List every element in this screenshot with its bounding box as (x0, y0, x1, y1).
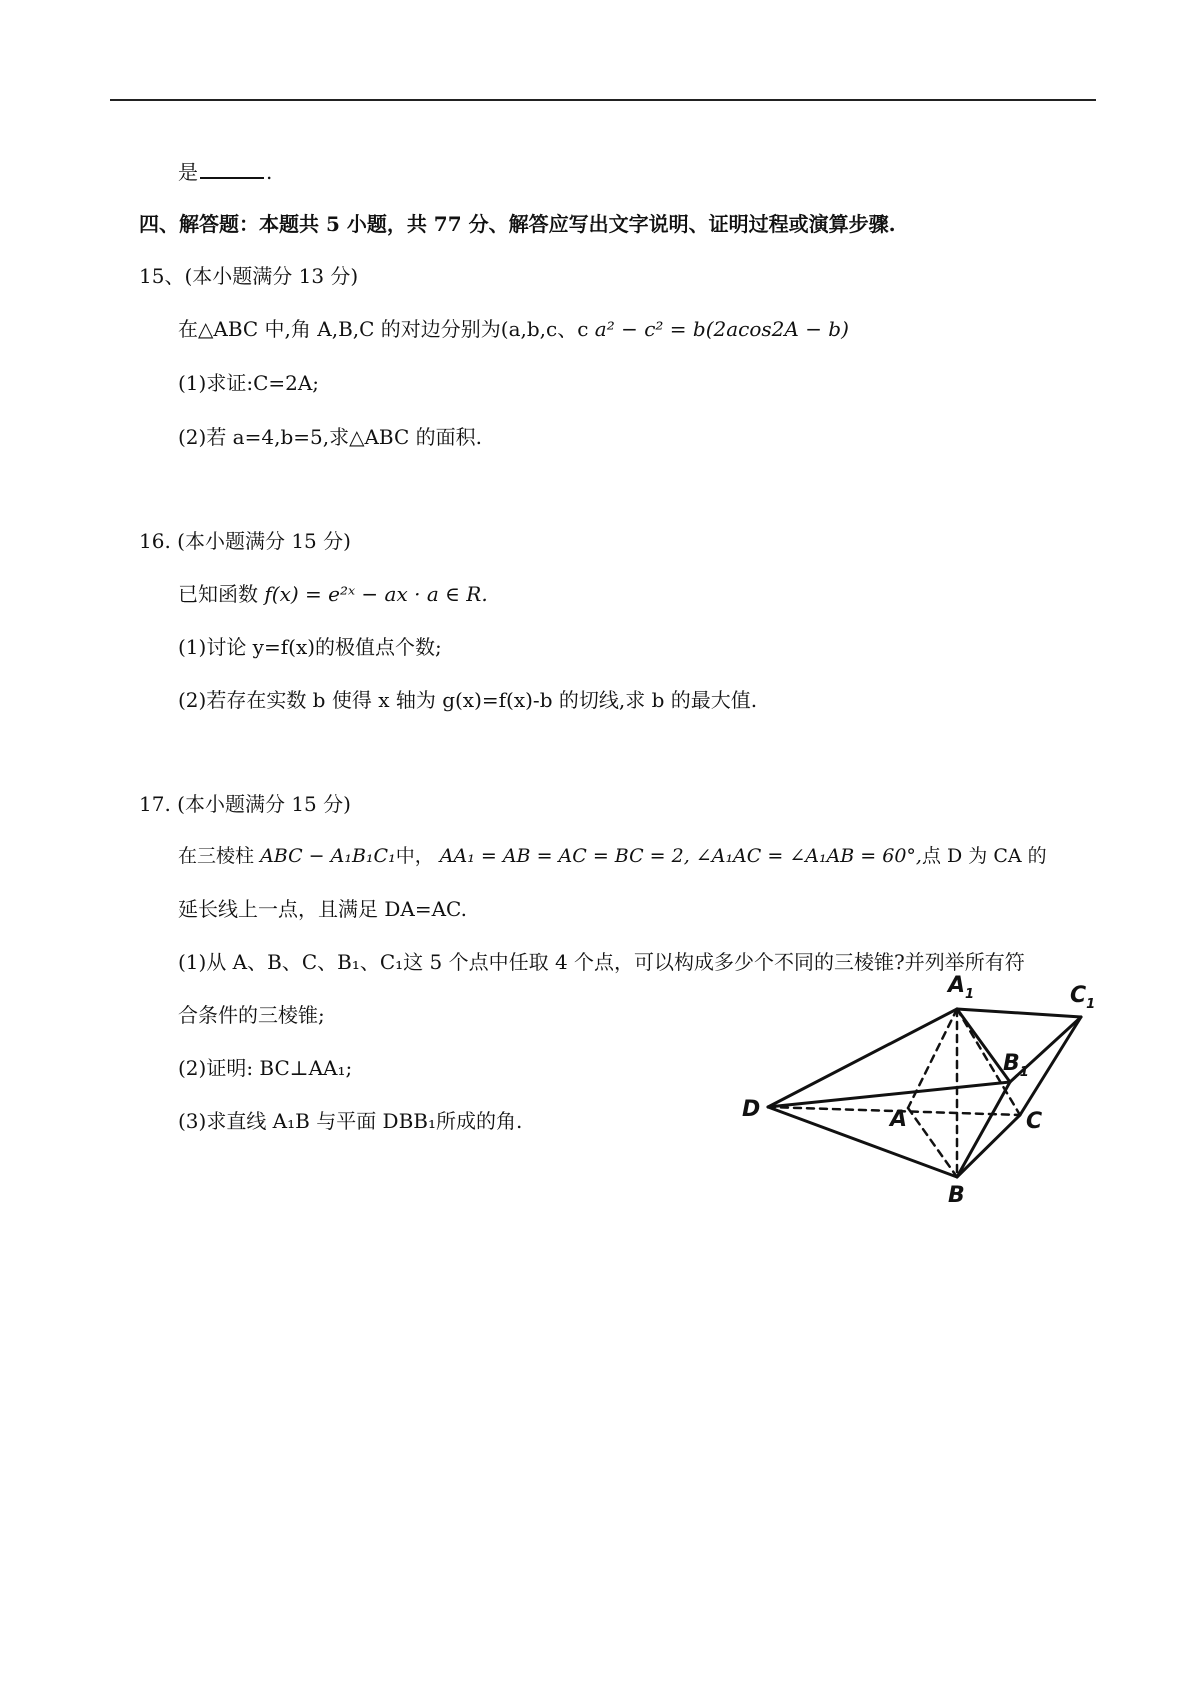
prism-figure (740, 970, 1100, 1202)
q17-part1-line2: 合条件的三棱锥; (178, 1003, 325, 1027)
edge-A1-A-hidden (908, 1009, 957, 1108)
q16-stem-text: 已知函数 (178, 582, 258, 606)
q17-stem-conditions: AA₁ = AB = AC = BC = 2, ∠A₁AC = ∠A₁AB = 60°, (439, 845, 922, 867)
q15-stem-text: 在△ABC 中,角 A,B,C 的对边分别为(a,b,c、c (178, 317, 589, 341)
tail-text: 是 (178, 160, 198, 184)
tail-end: . (266, 160, 273, 184)
label-C: C (1026, 1109, 1043, 1134)
label-B: B (948, 1183, 965, 1202)
q17-stem-text-b: 中， (395, 845, 434, 867)
q15-stem-formula: a² − c² = b(2acos2A − b) (594, 317, 849, 341)
edge-B1-B (957, 1082, 1010, 1177)
edge-D-A1 (768, 1009, 957, 1107)
label-A1: $A_1$ (948, 973, 975, 1002)
q16-part2: (2)若存在实数 b 使得 x 轴为 g(x)=f(x)-b 的切线,求 b 的最大值. (178, 688, 758, 712)
label-A: A (890, 1107, 908, 1132)
q17-stem-line2: 延长线上一点，且满足 DA=AC. (178, 897, 467, 921)
q17-prism-name: ABC − A₁B₁C₁ (260, 845, 396, 867)
edge-C-B (957, 1115, 1020, 1177)
section-header: 四、解答题：本题共 5 小题，共 77 分、解答应写出文字说明、证明过程或演算步骤. (139, 212, 896, 236)
edge-D-B1 (768, 1082, 1010, 1107)
header-rule (110, 99, 1096, 101)
label-D: D (742, 1097, 761, 1122)
q15-part2: (2)若 a=4,b=5,求△ABC 的面积. (178, 425, 483, 449)
q16-part1: (1)讨论 y=f(x)的极值点个数; (178, 635, 442, 659)
q17-stem-line1 (178, 842, 1047, 870)
label-C1: $C_1$ (1070, 983, 1096, 1012)
q16-heading: 16. (本小题满分 15 分) (139, 529, 351, 553)
q15-stem (178, 315, 849, 343)
q17-stem-text-a: 在三棱柱 (178, 845, 255, 867)
q17-part1-line1: (1)从 A、B、C、B₁、C₁这 5 个点中任取 4 个点，可以构成多少个不同的三棱锥?并列举所有符 (178, 950, 1025, 974)
answer-blank (200, 159, 264, 179)
label-B1: $B_1$ (1003, 1051, 1029, 1080)
q16-stem-formula: f(x) = e²ˣ − ax · a ∈ R. (264, 582, 488, 606)
q15-part1: (1)求证:C=2A; (178, 371, 320, 395)
edge-D-B (768, 1107, 957, 1177)
prism-diagram (740, 970, 1100, 1202)
q17-heading: 17. (本小题满分 15 分) (139, 792, 351, 816)
q17-part3: (3)求直线 A₁B 与平面 DBB₁所成的角. (178, 1109, 523, 1133)
q15-heading: 15、(本小题满分 13 分) (139, 264, 359, 288)
q17-stem-text-c: 点 D 为 CA 的 (921, 845, 1047, 867)
q16-stem (178, 580, 488, 608)
q17-part2: (2)证明: BC⊥AA₁; (178, 1056, 353, 1080)
edge-A1-C1 (957, 1009, 1081, 1017)
previous-question-tail (178, 158, 272, 186)
